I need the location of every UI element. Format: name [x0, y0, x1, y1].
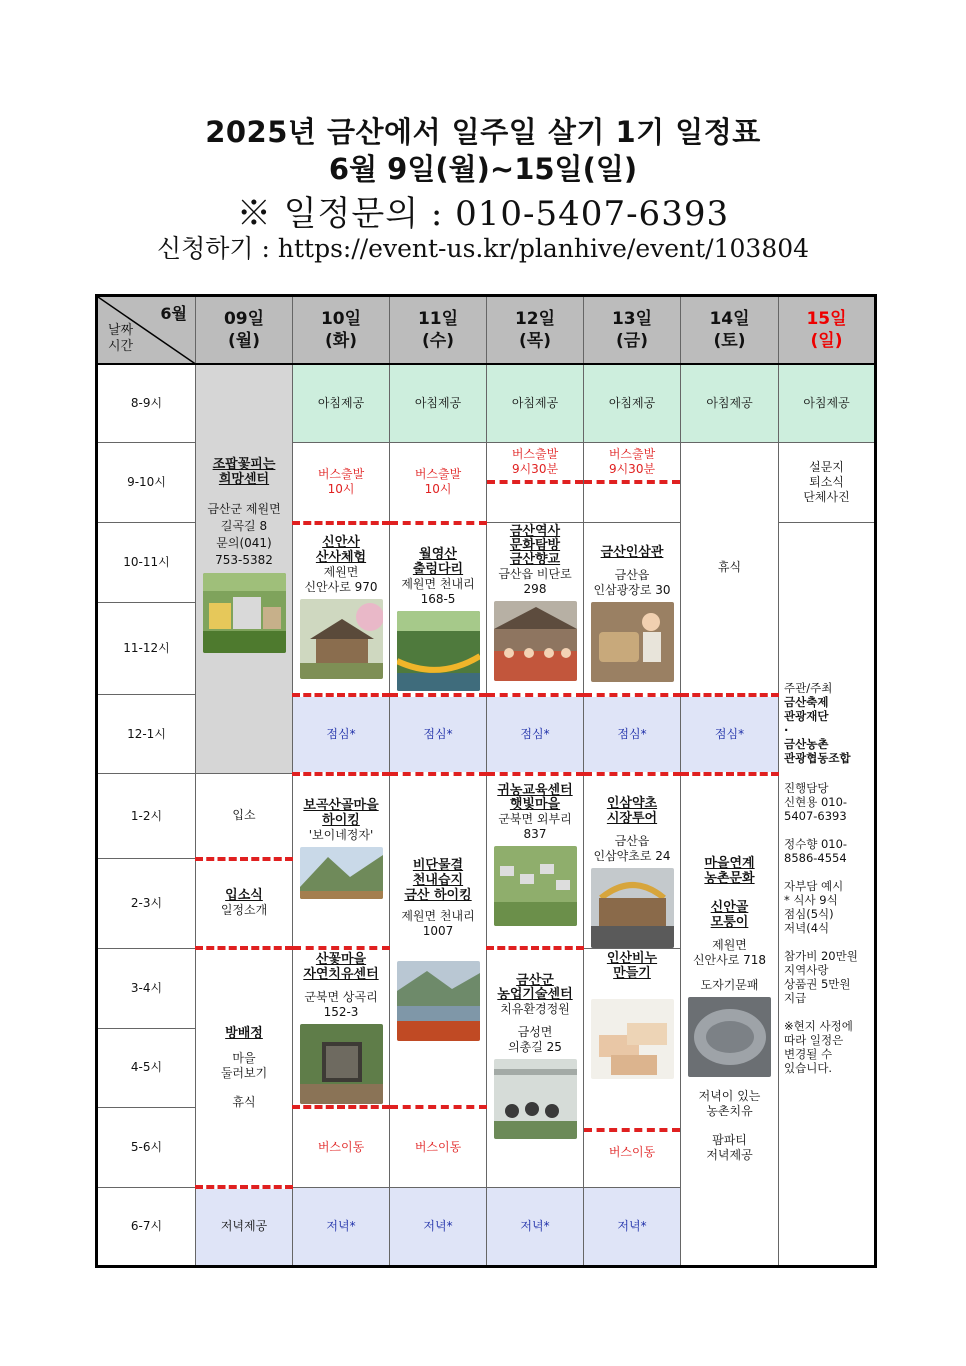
mon-morning-block [196, 364, 293, 774]
fri-morning-activity [584, 523, 681, 695]
month-label: 6월 [160, 304, 187, 323]
thu-breakfast: 아침제공 [487, 364, 584, 443]
wed-breakfast: 아침제공 [390, 364, 487, 443]
fri-dinner: 저녁* [584, 1187, 681, 1266]
thu-bus-depart: 버스출발 9시30분 [487, 443, 584, 523]
manager-contact-1: 진행담당 신현용 010- 5407-6393 [784, 781, 848, 823]
mon-afternoon [196, 948, 293, 1187]
bridge-photo [397, 611, 480, 691]
sun-info-block [779, 523, 876, 1267]
tue-morning-activity [293, 523, 390, 695]
thu-pm1-title: 귀농교육센터 햇빛마을 [497, 782, 573, 812]
wed-pm-title: 비단물결 천내습지 금산 하이킹 [404, 857, 472, 903]
tue-pm1-sub: '보이네정자' [308, 827, 374, 842]
fri-pm1-activity [584, 774, 681, 949]
thu-pm2-title: 금산군 농업기술센터 [497, 973, 573, 1002]
sun-closing: 설문지 퇴소식 단체사진 [779, 443, 876, 523]
mon-place-address: 금산군 제원면 길곡길 8 문의(041) 753-5382 [207, 501, 281, 567]
sat-pm-activity [681, 774, 779, 1267]
mon-orientation: 일정소개 [220, 903, 268, 918]
thu-pm2-activity [487, 948, 584, 1187]
cost-example: 자부담 예시 * 식사 9식 점심(5식) 저녁(4식 [784, 879, 844, 935]
wed-am-address: 제원면 천내리 168-5 [401, 576, 475, 606]
table-corner-header [97, 296, 196, 364]
host-rural-coop: 금산농촌 관광협동조합 [784, 737, 851, 765]
fri-am-title: 금산인삼관 [600, 545, 664, 560]
mon-village-walk: 마을 둘러보기 [220, 1050, 268, 1080]
host-label: 주관/주최 [784, 681, 833, 695]
tue-dinner: 저녁* [293, 1187, 390, 1266]
schedule-table [95, 294, 877, 1268]
schedule-notice: ※현지 사정에 따라 일정은 변경될 수 있습니다. [784, 1019, 853, 1075]
tue-pm2-activity [293, 948, 390, 1107]
fri-lunch: 점심* [584, 695, 681, 774]
sat-breakfast: 아침제공 [681, 364, 779, 443]
tue-breakfast: 아침제공 [293, 364, 390, 443]
thu-lunch: 점심* [487, 695, 584, 774]
healing-center-photo [300, 1024, 383, 1104]
time-3-4: 3-4시 [97, 948, 196, 1028]
sat-evening-healing: 저녁이 있는 농촌치유 [698, 1088, 761, 1118]
apply-link[interactable]: 신청하기 : https://event-us.kr/planhive/event/103804 [156, 234, 810, 263]
time-4-5: 4-5시 [97, 1028, 196, 1107]
thu-am-address: 금산읍 비단로 298 [498, 567, 572, 596]
axis-label: 날짜 시간 [108, 323, 134, 354]
time-5-6: 5-6시 [97, 1107, 196, 1187]
day-header-09: 09일 (월) [196, 296, 293, 364]
hyanggyo-group-photo [494, 601, 577, 681]
tue-pm1-activity [293, 774, 390, 949]
sat-rest: 휴식 [681, 443, 779, 695]
soap-making-photo [591, 999, 674, 1079]
thu-pm2-sub: 치유환경정원 [500, 1002, 570, 1016]
sat-lunch: 점심* [681, 695, 779, 774]
bogok-mountain-photo [300, 847, 383, 899]
wed-morning-activity [390, 523, 487, 695]
tue-bus-move: 버스이동 [293, 1107, 390, 1187]
time-2-3: 2-3시 [97, 859, 196, 948]
mon-ceremony [196, 859, 293, 948]
wed-lunch: 점심* [390, 695, 487, 774]
time-1-2: 1-2시 [97, 774, 196, 859]
sat-pm-place: 신안골 모퉁이 [710, 899, 749, 930]
day-header-13: 13일 (금) [584, 296, 681, 364]
ginseng-market-photo [591, 868, 674, 948]
time-6-7: 6-7시 [97, 1187, 196, 1266]
page-subtitle-dates: 6월 9일(월)~15일(일) [328, 152, 638, 186]
thu-pm1-address: 군북면 외부리 837 [498, 811, 572, 841]
participation-fee: 참가비 20만원 지역사랑 상품권 5만원 지급 [784, 949, 858, 1005]
sat-farm-party: 팜파티 저녁제공 [706, 1132, 753, 1162]
day-header-15: 15일 (일) [779, 296, 876, 364]
wed-bus-move: 버스이동 [390, 1107, 487, 1187]
day-header-10: 10일 (화) [293, 296, 390, 364]
tue-lunch: 점심* [293, 695, 390, 774]
fri-pm1-address: 금산읍 인삼약초로 24 [593, 833, 671, 863]
sinansa-temple-photo [300, 599, 383, 679]
thu-dinner: 저녁* [487, 1187, 584, 1266]
mon-rest: 휴식 [232, 1094, 256, 1109]
hope-center-photo [203, 573, 286, 653]
tue-am-title: 신안사 산사체험 [315, 534, 367, 565]
thu-am-title: 금산역사 문화탐방 금산향교 [509, 524, 561, 567]
mon-dinner: 저녁제공 [196, 1187, 293, 1266]
ginseng-museum-photo [591, 602, 674, 682]
tue-am-address: 제원면 신안사로 970 [304, 564, 378, 594]
fri-bus-depart: 버스출발 9시30분 [584, 443, 681, 523]
tue-bus-depart: 버스출발 10시 [293, 443, 390, 523]
day-header-14: 14일 (토) [681, 296, 779, 364]
time-11-12: 11-12시 [97, 603, 196, 695]
day-header-11: 11일 (수) [390, 296, 487, 364]
sat-pm-title: 마을연계 농촌문화 [704, 855, 755, 886]
contact-line: ※ 일정문의 : 010-5407-6393 [236, 194, 730, 234]
time-8-9: 8-9시 [97, 364, 196, 443]
wed-bus-depart: 버스출발 10시 [390, 443, 487, 523]
day-header-12: 12일 (목) [487, 296, 584, 364]
wed-pm-address: 제원면 천내리 1007 [401, 908, 475, 938]
tue-pm1-title: 보곡산골마을 하이킹 [303, 797, 379, 828]
host-festival-foundation: 금산축제 관광재단 [784, 695, 829, 723]
wed-am-title: 월영산 출렁다리 [412, 546, 464, 577]
thu-pm2-address: 금성면 의총길 25 [508, 1025, 562, 1054]
tue-pm2-address: 군북면 상곡리 152-3 [304, 990, 378, 1019]
fri-bus-move: 버스이동 [584, 1128, 680, 1176]
time-9-10: 9-10시 [97, 443, 196, 523]
mon-room-assignment: 방배정 [225, 1025, 263, 1041]
fri-am-address: 금산읍 인삼광장로 30 [593, 568, 671, 597]
mon-place-title: 조팝꽃피는 희망센터 [212, 456, 276, 487]
page-title: 2025년 금산에서 일주일 살기 1기 일정표 [205, 115, 761, 149]
fri-breakfast: 아침제공 [584, 364, 681, 443]
host-separator: · [784, 723, 789, 737]
wed-dinner: 저녁* [390, 1187, 487, 1266]
agri-center-photo [494, 1059, 577, 1139]
sat-pm-address: 제원면 신안사로 718 [692, 937, 767, 967]
pottery-nameplate-photo [688, 997, 771, 1077]
sunshine-village-photo [494, 846, 577, 926]
sat-pm-activity-name: 도자기문패 [700, 977, 759, 992]
time-10-11: 10-11시 [97, 523, 196, 603]
mon-ceremony-title: 입소식 [225, 888, 263, 904]
time-12-1: 12-1시 [97, 695, 196, 774]
cheonnae-wetland-photo [397, 961, 480, 1041]
manager-contact-2: 정수향 010- 8586-4554 [784, 837, 848, 865]
sun-breakfast: 아침제공 [779, 364, 876, 443]
fri-pm1-title: 인삼약초 시장투어 [606, 795, 658, 826]
thu-pm1-activity [487, 774, 584, 949]
fri-pm2-title: 인산비누 만들기 [606, 950, 658, 981]
wed-pm-activity [390, 774, 487, 1108]
tue-pm2-title: 산꽃마을 자연치유센터 [303, 952, 379, 982]
thu-morning-activity [487, 523, 584, 695]
mon-checkin: 입소 [196, 774, 293, 859]
